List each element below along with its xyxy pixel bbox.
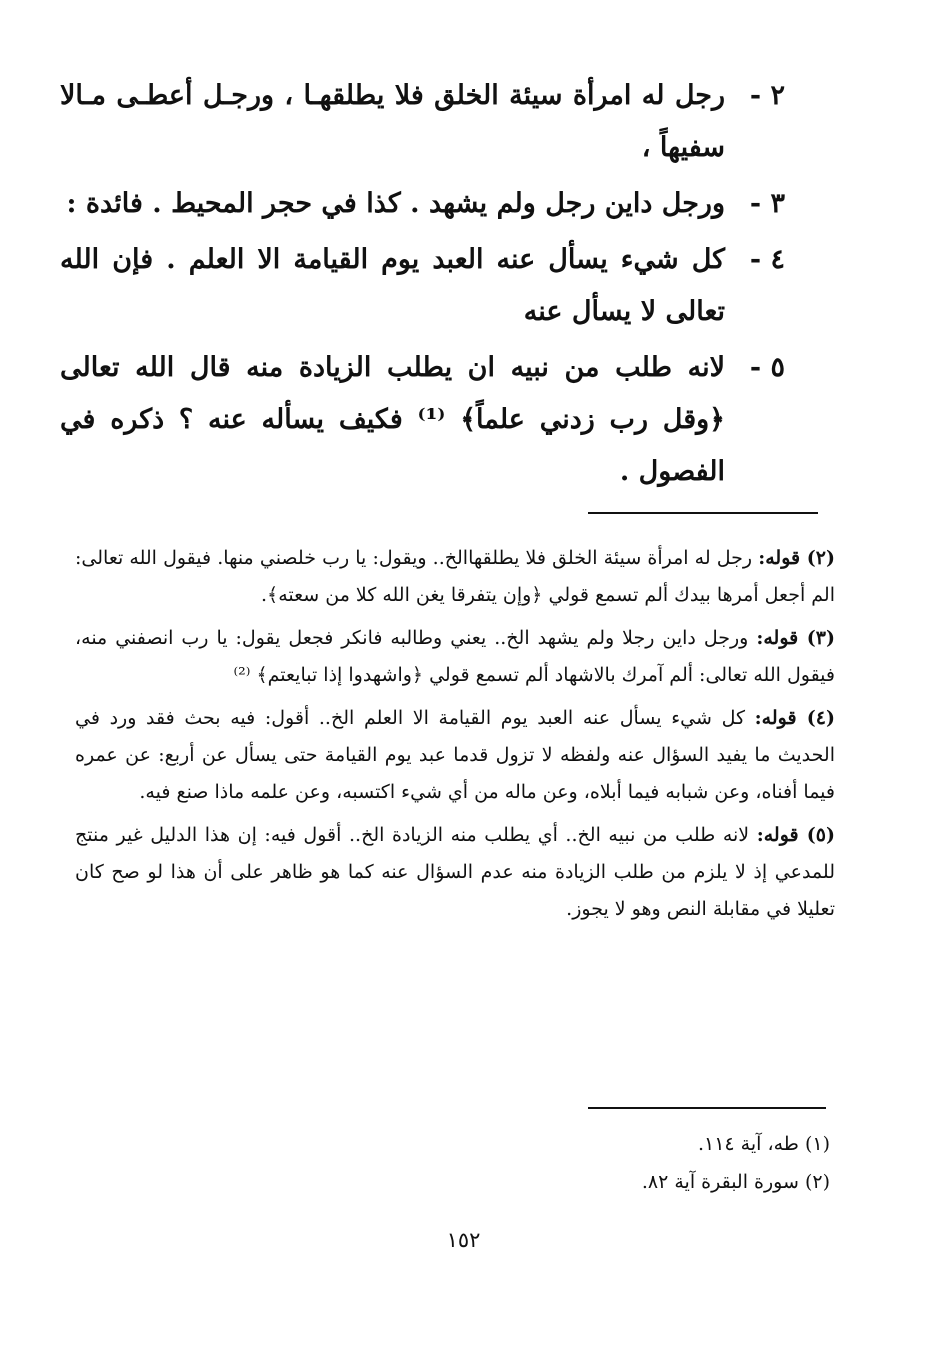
footnotes [300, 1125, 830, 1201]
footnote: (٢) سورة البقرة آية ٨٢. [641, 1171, 830, 1193]
list-item [60, 178, 785, 230]
note-text: لانه طلب من نبيه الخ.. أي يطلب منه الزيادة الخ.. أقول فيه: إن هذا الدليل غير منتج للمدعي إذ لا يلزم من طلب الزيادة منه عدم السؤال عنه كما هو ظاهر على أن هذا لو صح كان تعليلا في مقابلة النص وهو لا يجوز. [75, 824, 835, 920]
item-text: لانه طلب من نبيه ان يطلب الزيادة منه قال الله تعالى ﴿وقل رب زدني علماً﴾ ⁽¹⁾ فكيف يسأله عنه ؟ ذكره في الفصول . [60, 352, 726, 487]
note-label: (٥) قوله: [756, 824, 835, 846]
footnote-divider [588, 1107, 826, 1109]
section-divider [588, 512, 818, 514]
note-paragraph [75, 540, 835, 614]
list-item [60, 234, 785, 338]
main-text [60, 70, 785, 502]
note-label: (٢) قوله: [758, 547, 835, 569]
commentary-notes [75, 540, 835, 934]
item-number: ٥ - [749, 352, 785, 383]
item-text: كل شيء يسأل عنه العبد يوم القيامة الا العلم . فإن الله تعالى لا يسأل عنه [60, 244, 725, 327]
item-number: ٢ - [749, 80, 785, 111]
note-label: (٤) قوله: [754, 707, 835, 729]
list-item [60, 70, 785, 174]
note-paragraph [75, 620, 835, 694]
note-text: رجل له امرأة سيئة الخلق فلا يطلقهاالخ.. ويقول: يا رب خلصني منها. فيقول الله تعالى: الم أجعل أمرها بيدك ألم تسمع قولي ﴿وإن يتفرقا يغن الله كلا من سعته﴾. [75, 547, 835, 606]
list-item [60, 342, 785, 498]
note-label: (٣) قوله: [756, 627, 835, 649]
page-number: ١٥٢ [446, 1228, 481, 1252]
item-text: ورجل داين رجل ولم يشهد . كذا في حجر المحيط . فائدة : [66, 188, 725, 219]
item-number: ٣ - [749, 188, 785, 219]
note-text: ورجل داين رجلا ولم يشهد الخ.. يعني وطالبه فانكر فجعل يقول: يا رب انصفني منه، فيقول الله تعالى: ألم آمرك بالاشهاد ألم تسمع قولي ﴿واشهدوا إذا تبايعتم﴾ ⁽²⁾ [75, 627, 835, 686]
item-number: ٤ - [749, 244, 785, 275]
note-text: كل شيء يسأل عنه العبد يوم القيامة الا العلم الخ.. أقول: فيه بحث فقد ورد في الحديث ما يفيد السؤال عنه ولفظه لا تزول قدما عبد يوم القيامة حتى يسأل عن أربع: عن عمره فيما أفناه، وعن شبابه فيما أبلاه، وعن ماله من أي شيء اكتسبه، وعن علمه ماذا صنع فيه. [75, 707, 835, 803]
item-text: رجل له امرأة سيئة الخلق فلا يطلقهـا ، ورجـل أعطـى مـالا سفيهاً ، [60, 80, 725, 163]
note-paragraph [75, 817, 835, 928]
footnote: (١) طه، آية ١١٤. [697, 1133, 830, 1155]
note-paragraph [75, 700, 835, 811]
